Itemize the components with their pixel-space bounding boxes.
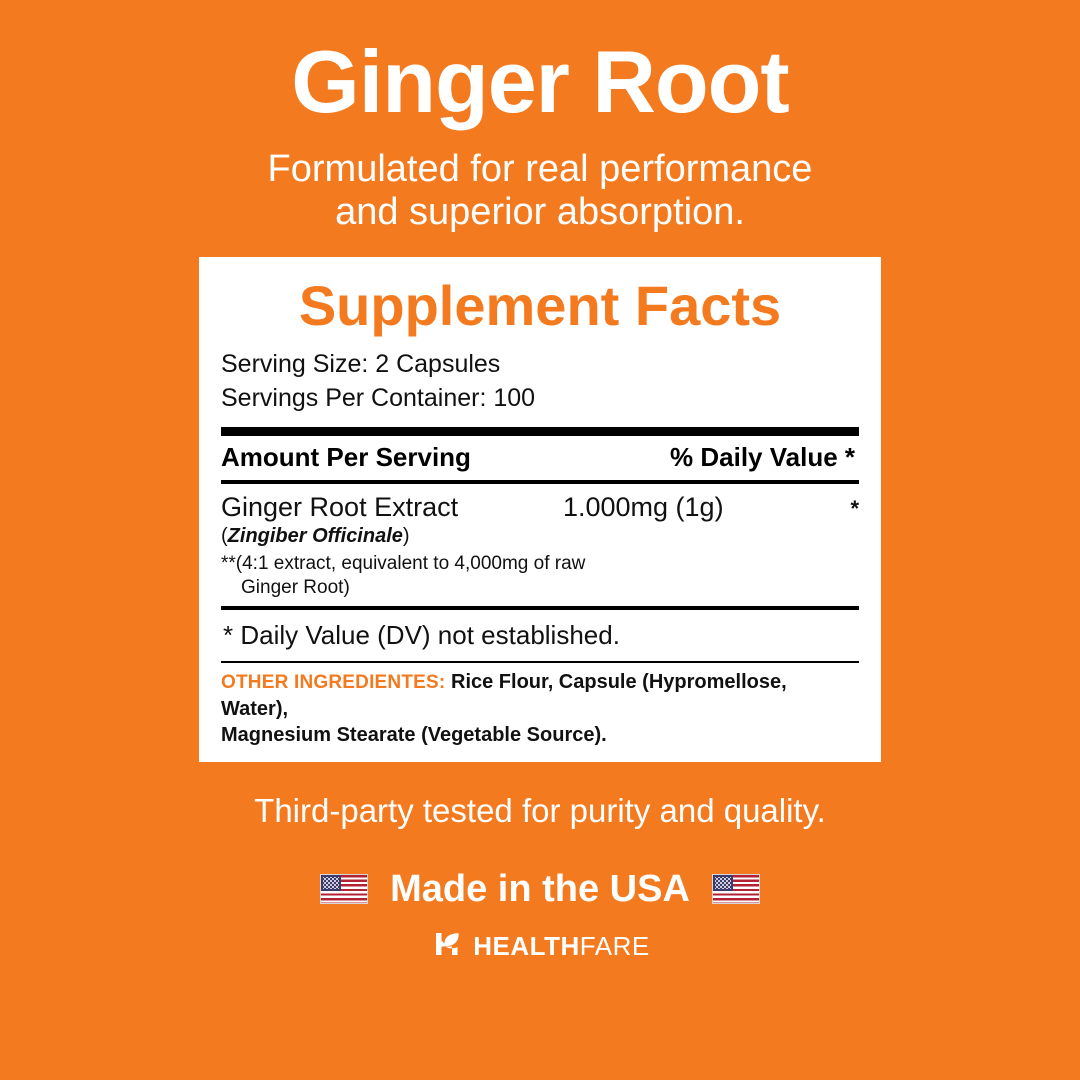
amount-per-serving-header: Amount Per Serving — [221, 442, 471, 473]
third-party-tested-text: Third-party tested for purity and quality. — [254, 791, 826, 829]
made-in-usa-row — [320, 868, 760, 911]
ingredient-daily-value: * — [850, 496, 859, 522]
ingredient-amount: 1.000mg (1g) — [562, 492, 724, 523]
ingredient-name: Ginger Root Extract — [221, 492, 459, 523]
other-ingredients-label: OTHER INGREDIENTES: — [221, 671, 446, 693]
facts-column-headers — [221, 436, 859, 480]
ingredient-latin-name: (Zingiber Officinale) — [221, 525, 410, 548]
usa-flag-icon-right — [712, 874, 760, 904]
ingredient-note-line-1: **(4:1 extract, equivalent to 4,000mg of raw — [221, 553, 586, 575]
page-title: Ginger Root — [291, 32, 789, 131]
ingredient-row — [221, 484, 859, 606]
other-ingredients-line-1: Rice Flour, Capsule (Hypromellose, Water), — [221, 670, 787, 720]
brand-name — [473, 931, 649, 962]
other-ingredients — [221, 663, 859, 752]
tagline-line-1: Formulated for real performance — [267, 148, 813, 190]
made-in-usa-label: Made in the USA — [390, 867, 690, 910]
healthfare-leaf-icon — [430, 927, 464, 966]
serving-size: Serving Size: 2 Capsules — [221, 349, 501, 378]
ingredient-note-line-2: Ginger Root) — [241, 577, 350, 599]
supplement-facts-heading: Supplement Facts — [298, 274, 782, 338]
ingredient-latin-text: Zingiber Officinale — [227, 525, 403, 548]
ingredient-note — [221, 552, 859, 600]
daily-value-header: % Daily Value * — [670, 442, 855, 473]
brand-logo — [430, 927, 649, 966]
usa-flag-icon-left — [320, 874, 368, 904]
brand-name-bold: HEALTH — [473, 930, 580, 961]
tagline-line-2: and superior absorption. — [335, 190, 745, 233]
supplement-facts-panel — [199, 257, 881, 761]
daily-value-footnote: * Daily Value (DV) not established. — [223, 619, 620, 650]
brand-name-light: FARE — [579, 930, 650, 961]
divider-thick-top — [221, 427, 859, 436]
other-ingredients-line-2: Magnesium Stearate (Vegetable Source). — [221, 723, 607, 746]
servings-per-container: Servings Per Container: 100 — [221, 383, 536, 412]
tagline — [268, 148, 813, 233]
